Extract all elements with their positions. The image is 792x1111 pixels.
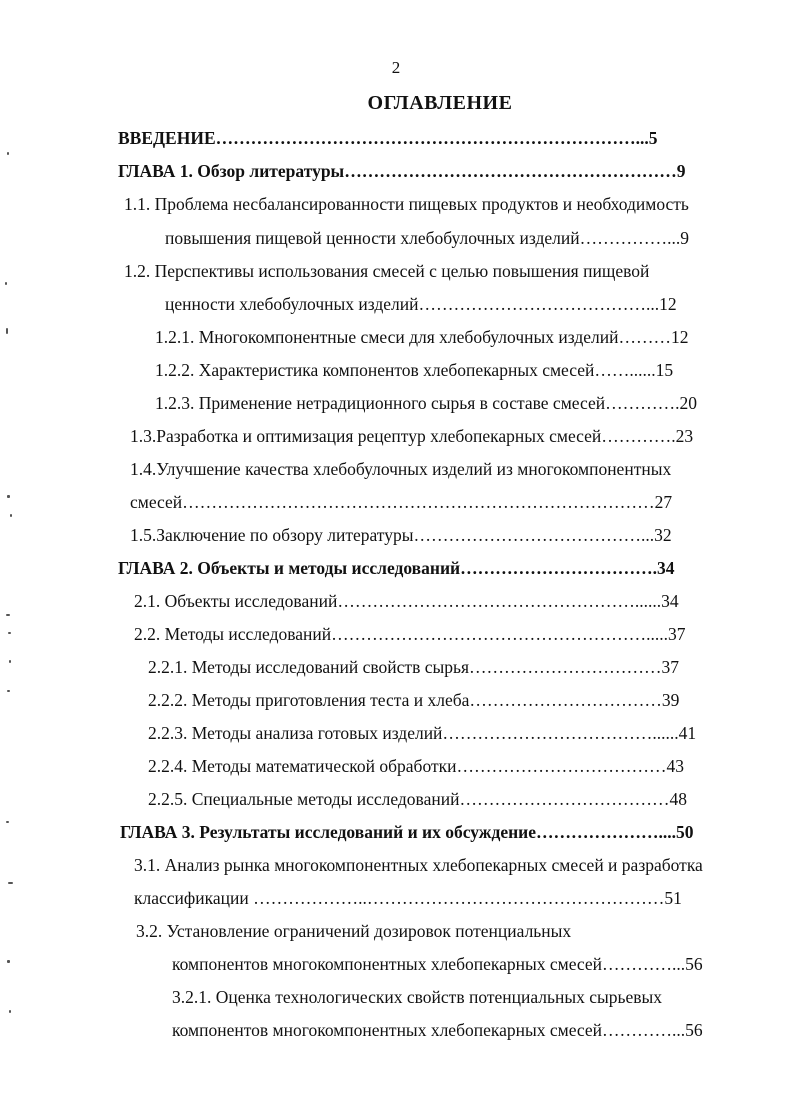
toc-entry-1-2-cont: ценности хлебобулочных изделий…………………………………...12 — [165, 294, 677, 314]
page-number: 2 — [391, 58, 401, 77]
toc-entry-1-1: 1.1. Проблема несбалансированности пищевых продуктов и необходимость — [124, 194, 689, 214]
toc-entry-introduction: ВВЕДЕНИЕ………………………………………………………………...5 — [118, 128, 658, 148]
toc-entry-1-2-1: 1.2.1. Многокомпонентные смеси для хлебобулочных изделий………12 — [155, 327, 689, 347]
toc-entry-2-2: 2.2. Методы исследований……………………………………………….....37 — [134, 624, 686, 644]
toc-entry-chapter-3: ГЛАВА 3. Результаты исследований и их обсуждение…………………....50 — [120, 822, 694, 842]
toc-entry-1-5: 1.5.Заключение по обзору литературы…………………………………...32 — [130, 525, 672, 545]
scan-speck — [6, 328, 8, 334]
toc-entry-3-2-1: 3.2.1. Оценка технологических свойств потенциальных сырьевых — [172, 987, 663, 1007]
toc-entry-1-2-2: 1.2.2. Характеристика компонентов хлебопекарных смесей……......15 — [155, 360, 674, 380]
scan-speck — [6, 821, 9, 823]
toc-entry-2-2-4: 2.2.4. Методы математической обработки………………………………43 — [148, 756, 684, 776]
scan-speck — [7, 960, 10, 963]
scan-speck — [8, 632, 11, 634]
scan-speck — [10, 514, 12, 517]
toc-entry-3-2-cont: компонентов многокомпонентных хлебопекарных смесей…………...56 — [172, 954, 703, 974]
toc-entry-1-4-cont: смесей………………………………………………………………………27 — [130, 492, 673, 512]
scan-speck — [9, 660, 11, 663]
toc-entry-2-1: 2.1. Объекты исследований……………………………………………......34 — [134, 591, 679, 611]
toc-entry-2-2-1: 2.2.1. Методы исследований свойств сырья……………………………37 — [148, 657, 680, 677]
scan-speck — [6, 614, 10, 616]
scan-speck — [5, 282, 7, 285]
scan-speck — [7, 152, 9, 155]
toc-entry-2-2-3: 2.2.3. Методы анализа готовых изделий………………………………......41 — [148, 723, 697, 743]
scan-speck — [8, 882, 13, 884]
scan-speck — [9, 1010, 11, 1013]
scan-speck — [7, 495, 10, 498]
toc-entry-1-2-3: 1.2.3. Применение нетрадиционного сырья в составе смесей………….20 — [155, 393, 697, 413]
toc-entry-2-2-2: 2.2.2. Методы приготовления теста и хлеба……………………………39 — [148, 690, 680, 710]
scan-speck — [7, 690, 10, 692]
toc-entry-3-2: 3.2. Установление ограничений дозировок потенциальных — [136, 921, 572, 941]
toc-entry-chapter-2: ГЛАВА 2. Объекты и методы исследований…………………………….34 — [118, 558, 675, 578]
toc-entry-1-2: 1.2. Перспективы использования смесей с целью повышения пищевой — [124, 261, 650, 281]
toc-entry-2-2-5: 2.2.5. Специальные методы исследований………………………………48 — [148, 789, 687, 809]
toc-entry-1-4: 1.4.Улучшение качества хлебобулочных изделий из многокомпонентных — [130, 459, 672, 479]
toc-entry-1-3: 1.3.Разработка и оптимизация рецептур хлебопекарных смесей………….23 — [130, 426, 694, 446]
toc-entry-3-1-cont: классификации ………………..……………………………………………51 — [134, 888, 682, 908]
toc-entry-1-1-cont: повышения пищевой ценности хлебобулочных изделий……………...9 — [165, 228, 690, 248]
toc-title: ОГЛАВЛЕНИЕ — [367, 92, 513, 114]
toc-entry-3-2-1-cont: компонентов многокомпонентных хлебопекарных смесей…………...56 — [172, 1020, 703, 1040]
toc-entry-3-1: 3.1. Анализ рынка многокомпонентных хлебопекарных смесей и разработка — [134, 855, 703, 875]
toc-entry-chapter-1: ГЛАВА 1. Обзор литературы…………………………………………………9 — [118, 161, 686, 181]
